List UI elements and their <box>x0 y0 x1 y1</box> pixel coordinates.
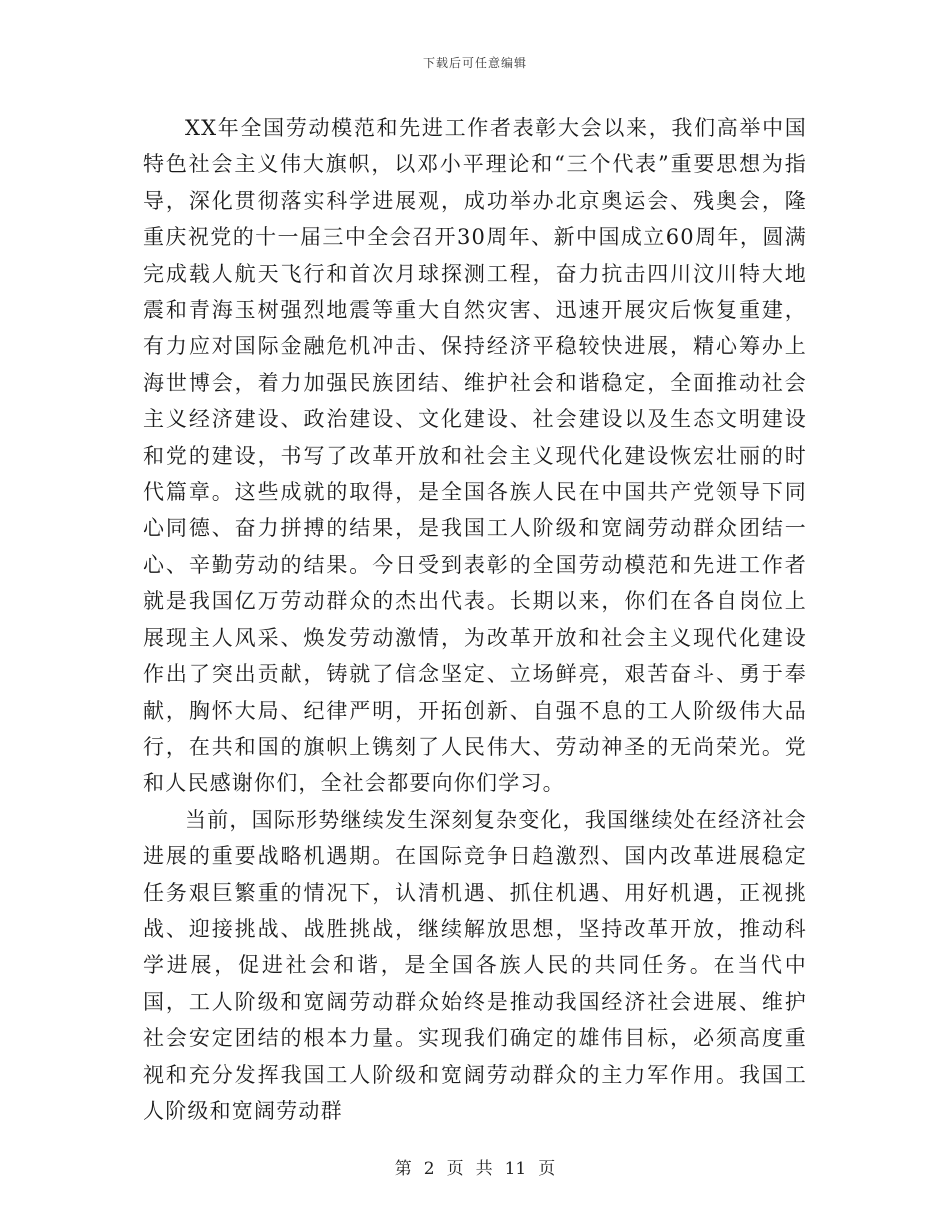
footer-prefix: 第 <box>394 1159 412 1179</box>
page-header: 下载后可任意编辑 <box>422 56 527 70</box>
current-page-number: 2 <box>423 1159 435 1179</box>
total-pages-number: 11 <box>504 1159 527 1179</box>
document-body <box>143 110 807 1129</box>
footer-suffix: 页 <box>538 1159 556 1179</box>
footer-page-word: 页 <box>446 1159 464 1179</box>
footer-total-word: 共 <box>475 1159 493 1179</box>
paragraph-1: XX年全国劳动模范和先进工作者表彰大会以来，我们高举中国特色社会主义伟大旗帜，以邓小平理论和“三个代表”重要思想为指导，深化贯彻落实科学进展观，成功举办北京奥运会、残奥会，隆重庆祝党的十一届三中全会召开30周年、新中国成立60周年，圆满完成载人航天飞行和首次月球探测工程，奋力抗击四川汶川特大地震和青海玉树强烈地震等重大自然灾害、迅速开展灾后恢复重建，有力应对国际金融危机冲击、保持经济平稳较快进展，精心筹办上海世博会，着力加强民族团结、维护社会和谐稳定，全面推动社会主义经济建设、政治建设、文化建设、社会建设以及生态文明建设和党的建设，书写了改革开放和社会主义现代化建设恢宏壮丽的时代篇章。这些成就的取得，是全国各族人民在中国共产党领导下同心同德、奋力拼搏的结果，是我国工人阶级和宽阔劳动群众团结一心、辛勤劳动的结果。今日受到表彰的全国劳动模范和先进工作者就是我国亿万劳动群众的杰出代表。长期以来，你们在各自岗位上展现主人风采、焕发劳动激情，为改革开放和社会主义现代化建设作出了突出贡献，铸就了信念坚定、立场鲜亮，艰苦奋斗、勇于奉献，胸怀大局、纪律严明，开拓创新、自强不息的工人阶级伟大品行，在共和国的旗帜上镌刻了人民伟大、劳动神圣的无尚荣光。党和人民感谢你们，全社会都要向你们学习。 <box>143 116 807 796</box>
paragraph-2: 当前，国际形势继续发生深刻复杂变化，我国继续处在经济社会进展的重要战略机遇期。在国际竞争日趋激烈、国内改革进展稳定任务艰巨繁重的情况下，认清机遇、抓住机遇、用好机遇，正视挑战、迎接挑战、战胜挑战，继续解放思想，坚持改革开放，推动科学进展，促进社会和谐，是全国各族人民的共同任务。在当代中国，工人阶级和宽阔劳动群众始终是推动我国经济社会进展、维护社会安定团结的根本力量。实现我们确定的雄伟目标，必须高度重视和充分发挥我国工人阶级和宽阔劳动群众的主力军作用。我国工人阶级和宽阔劳动群 <box>143 807 807 1123</box>
page-footer <box>0 1154 950 1179</box>
